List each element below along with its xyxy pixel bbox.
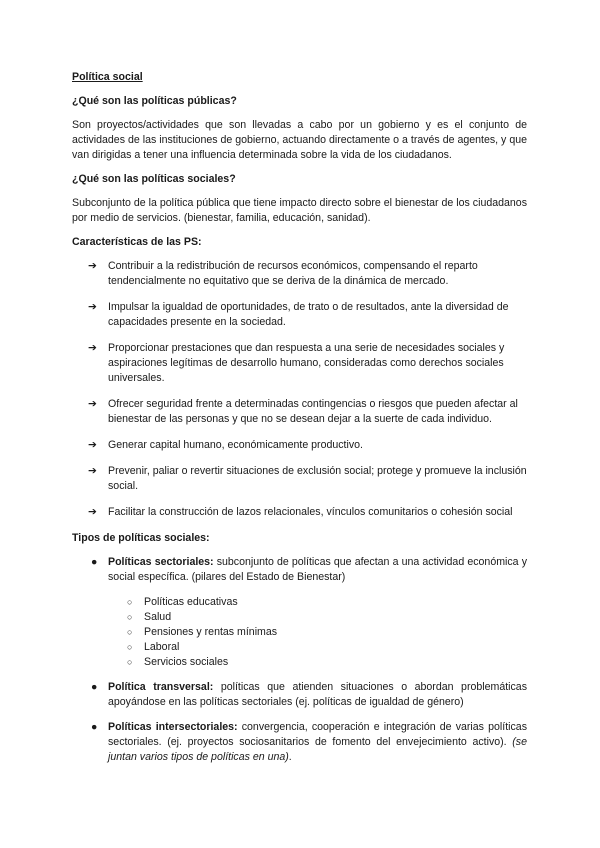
list-item	[72, 438, 527, 453]
section-paragraph-public-policies: Son proyectos/actividades que son llevadas a cabo por un gobierno y es el conjunto de actividades de las instituciones de gobierno, actuando directamente o a través de agentes, y que van dirigidas a tener una influencia determinada sobre la vida de los ciudadanos.	[72, 119, 527, 161]
document-content	[72, 70, 527, 775]
sub-list-item	[108, 625, 527, 640]
document-title: Política social	[72, 71, 143, 83]
list-item	[72, 341, 527, 386]
list-item-text: Ofrecer seguridad frente a determinadas contingencias o riesgos que pueden afectar al bienestar de las personas y que no se desean dejar a la suerte de cada individuo.	[108, 398, 518, 425]
list-item	[72, 464, 527, 494]
sub-list-item-text: Servicios sociales	[144, 656, 229, 668]
type-term: Políticas intersectoriales:	[108, 721, 238, 733]
bullet-icon: ●	[91, 556, 98, 568]
sub-list-item	[108, 595, 527, 610]
type-sectorial	[72, 555, 527, 670]
section-paragraph-social-policies: Subconjunto de la política pública que tiene impacto directo sobre el bienestar de los ciudadanos por medio de servicios. (bienestar, familia, educación, sanidad).	[72, 197, 527, 224]
list-item	[72, 505, 527, 520]
types-heading: Tipos de políticas sociales:	[72, 532, 210, 544]
list-item	[72, 300, 527, 330]
types-list	[72, 555, 527, 765]
characteristics-list	[72, 259, 527, 520]
arrow-icon: ➔	[88, 506, 97, 518]
characteristics-heading: Características de las PS:	[72, 236, 202, 248]
type-description: subconjunto de políticas que afectan a una actividad económica y social específica. (pilares del Estado de Bienestar)	[108, 556, 527, 583]
type-transversal	[72, 680, 527, 710]
list-item-text: Facilitar la construcción de lazos relacionales, vínculos comunitarios o cohesión social	[108, 506, 513, 518]
list-item-text: Generar capital humano, económicamente productivo.	[108, 439, 363, 451]
arrow-icon: ➔	[88, 260, 97, 272]
section-heading-public-policies: ¿Qué son las políticas públicas?	[72, 95, 237, 107]
list-item	[72, 259, 527, 289]
circle-bullet-icon: ○	[127, 657, 133, 667]
type-term: Política transversal:	[108, 681, 214, 693]
section-heading-social-policies: ¿Qué son las políticas sociales?	[72, 173, 236, 185]
circle-bullet-icon: ○	[127, 642, 133, 652]
type-note: (se juntan varios tipos de políticas en una)	[108, 736, 527, 763]
list-item-text: Contribuir a la redistribución de recursos económicos, compensando el reparto tendencialmente no equitativo que se deriva de la dinámica de mercado.	[108, 260, 478, 287]
circle-bullet-icon: ○	[127, 597, 133, 607]
arrow-icon: ➔	[88, 439, 97, 451]
sub-list-item-text: Salud	[144, 611, 172, 623]
circle-bullet-icon: ○	[127, 627, 133, 637]
list-item-text: Prevenir, paliar o revertir situaciones de exclusión social; protege y promueve la inclusión social.	[108, 465, 527, 492]
list-item-text: Proporcionar prestaciones que dan respuesta a una serie de necesidades sociales y aspiraciones legítimas de desarrollo humano, consideradas como derechos sociales universales.	[108, 342, 505, 384]
arrow-icon: ➔	[88, 301, 97, 313]
list-item	[72, 397, 527, 427]
sub-list-item-text: Pensiones y rentas mínimas	[144, 626, 278, 638]
sub-list-item	[108, 610, 527, 625]
type-end: .	[288, 751, 292, 763]
bullet-icon: ●	[91, 681, 98, 693]
sub-list-item	[108, 655, 527, 670]
arrow-icon: ➔	[88, 398, 97, 410]
bullet-icon: ●	[91, 721, 98, 733]
sub-list-item	[108, 640, 527, 655]
circle-bullet-icon: ○	[127, 612, 133, 622]
arrow-icon: ➔	[88, 342, 97, 354]
type-intersectorial	[72, 720, 527, 765]
type-description: políticas que atienden situaciones o abordan problemáticas apoyándose en las políticas sectoriales (ej. políticas de igualdad de género)	[108, 681, 527, 708]
sub-list-item-text: Laboral	[144, 641, 180, 653]
list-item-text: Impulsar la igualdad de oportunidades, de trato o de resultados, ante la diversidad de capacidades presente en la sociedad.	[108, 301, 509, 328]
sectorial-subitems	[108, 595, 527, 670]
sub-list-item-text: Políticas educativas	[144, 596, 238, 608]
type-description: convergencia, cooperación e integración de varias políticas sectoriales. (ej. proyectos sociosanitarios de fomento del envejecimiento activo).	[108, 721, 527, 748]
arrow-icon: ➔	[88, 465, 97, 477]
type-term: Políticas sectoriales:	[108, 556, 214, 568]
